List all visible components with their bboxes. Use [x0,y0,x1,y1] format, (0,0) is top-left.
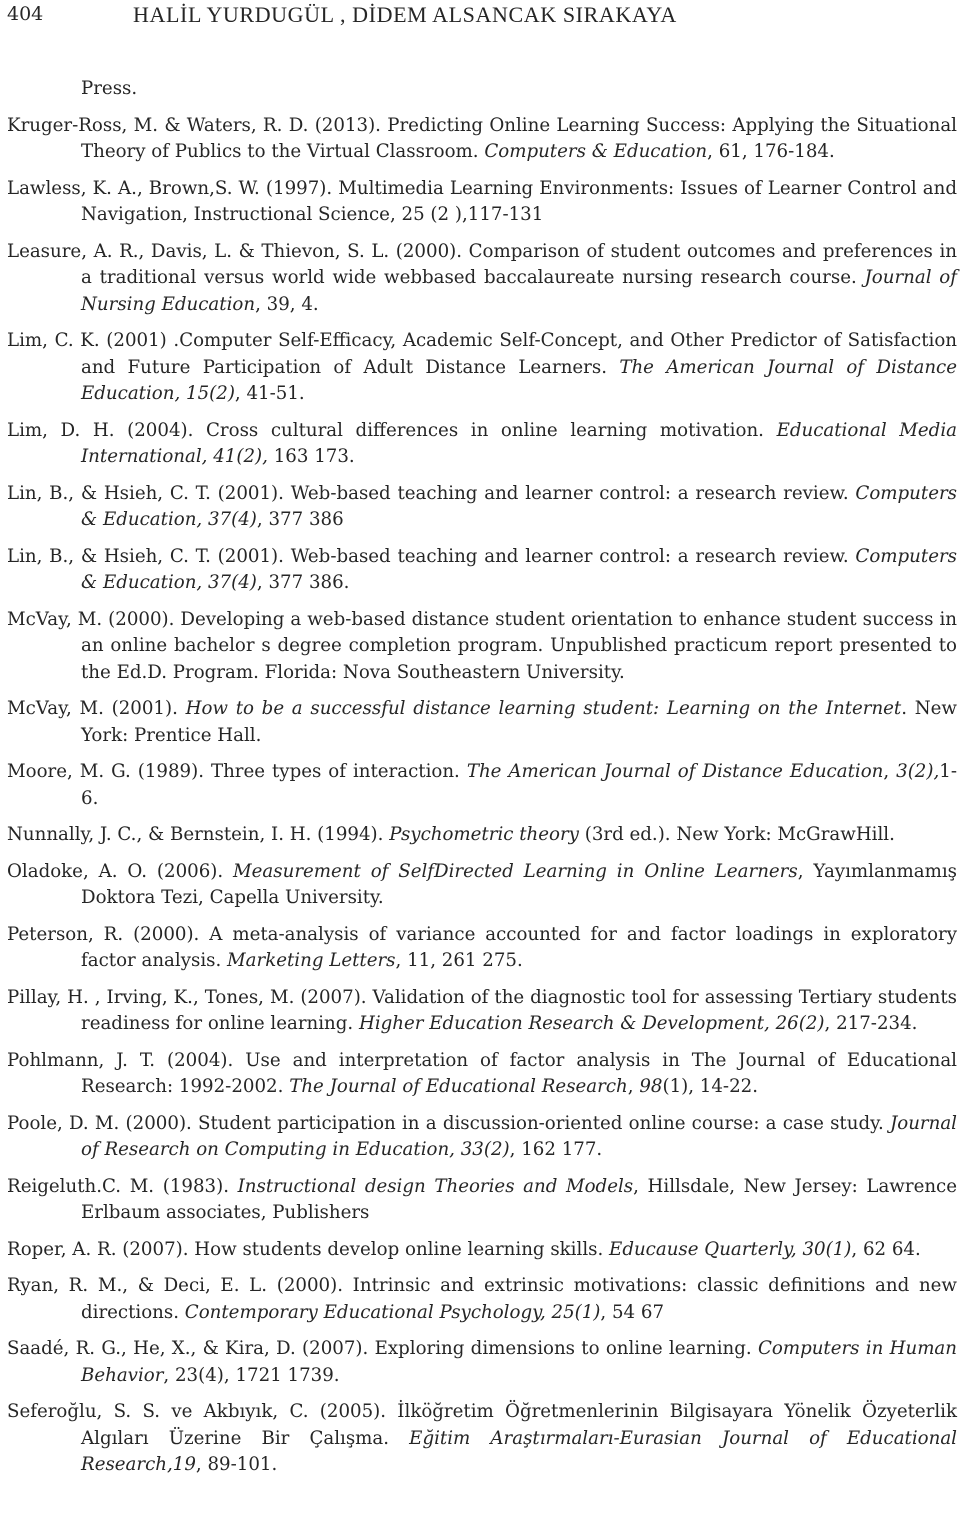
reference-entry [7,239,957,319]
reference-text: Pillay, H. , Irving, K., Tones, M. (2007). Validation of the diagnostic tool for assessing Tertiary students readiness for online learning. [7,986,957,1034]
reference-text: , 217-234. [824,1013,918,1034]
reference-entry [7,859,957,912]
reference-italic-text: 98 [639,1076,663,1097]
reference-entry [7,176,957,229]
reference-italic-text: Higher Education Research & Development, 26(2) [358,1013,825,1034]
reference-text: (1), 14-22. [662,1076,759,1097]
reference-entry [7,607,957,687]
reference-text: , [627,1076,640,1097]
reference-italic-text: Computers & Education [484,141,708,162]
reference-text: , 61, 176-184. [707,141,835,162]
reference-list [7,76,957,1489]
reference-text: , 54 67 [600,1301,665,1323]
reference-italic-text: Eğitim Araştırmaları-Eurasian Journal of Educational Research,19 [81,1427,958,1475]
reference-text: Press. [81,78,138,99]
reference-entry [7,328,957,408]
reference-text: , [883,761,897,782]
reference-italic-text: Computers & Education, 37(4) [81,482,957,530]
reference-text: (3rd ed.). New York: McGrawHill. [578,824,895,845]
reference-entry [7,76,957,103]
reference-italic-text: 3(2), [896,761,940,782]
reference-text: , 377 386 [256,509,344,530]
reference-italic-text: Journal of Research on Computing in Education, 33(2) [81,1112,957,1160]
reference-italic-text: The American Journal of Distance Education, 15(2) [81,356,957,404]
reference-text: Ryan, R. M., & Deci, E. L. (2000). Intrinsic and extrinsic motivations: classic definitions and new directions. [7,1275,957,1323]
reference-entry [7,1111,957,1164]
reference-italic-text: Instructional design Theories and Models [237,1175,634,1197]
reference-text: , 62 64. [851,1238,921,1260]
reference-italic-text: Computers & Education, 37(4) [81,545,957,593]
reference-text: , 23(4), 1721 1739. [163,1364,340,1386]
reference-text: , 39, 4. [255,293,319,315]
reference-entry [7,985,957,1038]
page-header [7,2,957,32]
reference-italic-text: Computers in Human Behavior [81,1338,957,1386]
reference-text: , Hillsdale, New Jersey: Lawrence Erlbaum associates, Publishers [81,1175,957,1223]
reference-text: Saadé, R. G., He, X., & Kira, D. (2007). Exploring dimensions to online learning. [7,1338,758,1359]
page-number: 404 [7,3,44,25]
reference-entry [7,418,957,471]
reference-entry [7,1273,957,1326]
reference-text: Nunnally, J. C., & Bernstein, I. H. (1994). [7,824,390,845]
reference-text: Lawless, K. A., Brown,S. W. (1997). Multimedia Learning Environments: Issues of Learner Control and Navigation, Instructional Science, 25 (2 ),117-131 [7,177,957,225]
reference-text: Moore, M. G. (1989). Three types of interaction. [7,761,467,782]
reference-entry [7,1048,957,1101]
reference-text: 163 173. [267,446,355,467]
reference-text: Lin, B., & Hsieh, C. T. (2001). Web-based teaching and learner control: a research review. [7,545,856,567]
reference-entry [7,1237,957,1264]
reference-text: 1-6. [81,761,957,809]
reference-italic-text: Contemporary Educational Psychology, 25(1) [184,1301,601,1323]
reference-text: , 377 386. [256,572,350,593]
reference-text: McVay, M. (2000). Developing a web-based distance student orientation to enhance student success in an online bachelor s degree completion program. Unpublished practicum report presented to the Ed.D. Program. Florida: Nova Southeastern University. [7,608,957,683]
reference-text: , 162 177. [509,1139,603,1160]
reference-text: , 11, 261 275. [395,950,523,971]
reference-entry [7,696,957,749]
reference-italic-text: Educause Quarterly, 30(1) [609,1238,852,1260]
reference-text: Oladoke, A. O. (2006). [7,860,234,882]
reference-entry [7,822,957,849]
reference-entry [7,1399,957,1479]
reference-italic-text: Marketing Letters [227,950,396,971]
reference-text: Kruger-Ross, M. & Waters, R. D. (2013). Predicting Online Learning Success: Applying the Situational Theory of Publics to the Virtual Classroom. [7,114,957,162]
reference-text: McVay, M. (2001). [7,698,186,719]
reference-text: , 89-101. [195,1454,278,1475]
reference-text: Lin, B., & Hsieh, C. T. (2001). Web-based teaching and learner control: a research review. [7,482,856,504]
running-head: HALİL YURDUGÜL , DİDEM ALSANCAK SIRAKAYA [133,2,677,27]
reference-italic-text: Psychometric theory [389,824,579,845]
reference-text: Poole, D. M. (2000). Student participation in a discussion-oriented online course: a case study. [7,1112,890,1134]
reference-text: Pohlmann, J. T. (2004). Use and interpretation of factor analysis in The Journal of Educational Research: 1992-2002. [7,1049,957,1097]
reference-text: , 41-51. [234,383,305,404]
reference-entry [7,1336,957,1389]
reference-entry [7,1174,957,1227]
reference-italic-text: Educational Media International, 41(2), [81,419,957,467]
reference-text: Seferoğlu, S. S. ve Akbıyık, C. (2005). İlköğretim Öğretmenlerinin Bilgisayara Yönelik Özyeterlik Algıları Üzerine Bir Çalışma. [7,1401,957,1449]
reference-entry [7,481,957,534]
reference-entry [7,759,957,812]
reference-text: Lim, C. K. (2001) .Computer Self-Efficacy, Academic Self-Concept, and Other Predictor of Satisfaction and Future Participation of Adult Distance Learners. [7,330,957,378]
reference-italic-text: Journal of Nursing Education [81,267,957,315]
reference-italic-text: The Journal of Educational Research [289,1076,628,1097]
reference-text: Reigeluth.C. M. (1983). [7,1175,238,1197]
reference-text: Lim, D. H. (2004). Cross cultural differences in online learning motivation. [7,419,777,441]
reference-italic-text: The American Journal of Distance Education [466,761,884,782]
reference-text: Leasure, A. R., Davis, L. & Thievon, S. L. (2000). Comparison of student outcomes and preferences in a traditional versus world wide webbased baccalaureate nursing research course. [7,240,957,288]
reference-text: Peterson, R. (2000). A meta-analysis of variance accounted for and factor loadings in exploratory factor analysis. [7,923,957,971]
reference-text: , Yayımlanmamış Doktora Tezi, Capella University. [81,860,957,908]
reference-text: Roper, A. R. (2007). How students develop online learning skills. [7,1238,610,1260]
reference-entry [7,544,957,597]
reference-entry [7,922,957,975]
reference-italic-text: How to be a successful distance learning student: Learning on the Internet [185,698,902,719]
reference-entry [7,113,957,166]
reference-text: . New York: Prentice Hall. [81,698,958,746]
reference-italic-text: Measurement of SelfDirected Learning in Online Learners [233,860,798,882]
